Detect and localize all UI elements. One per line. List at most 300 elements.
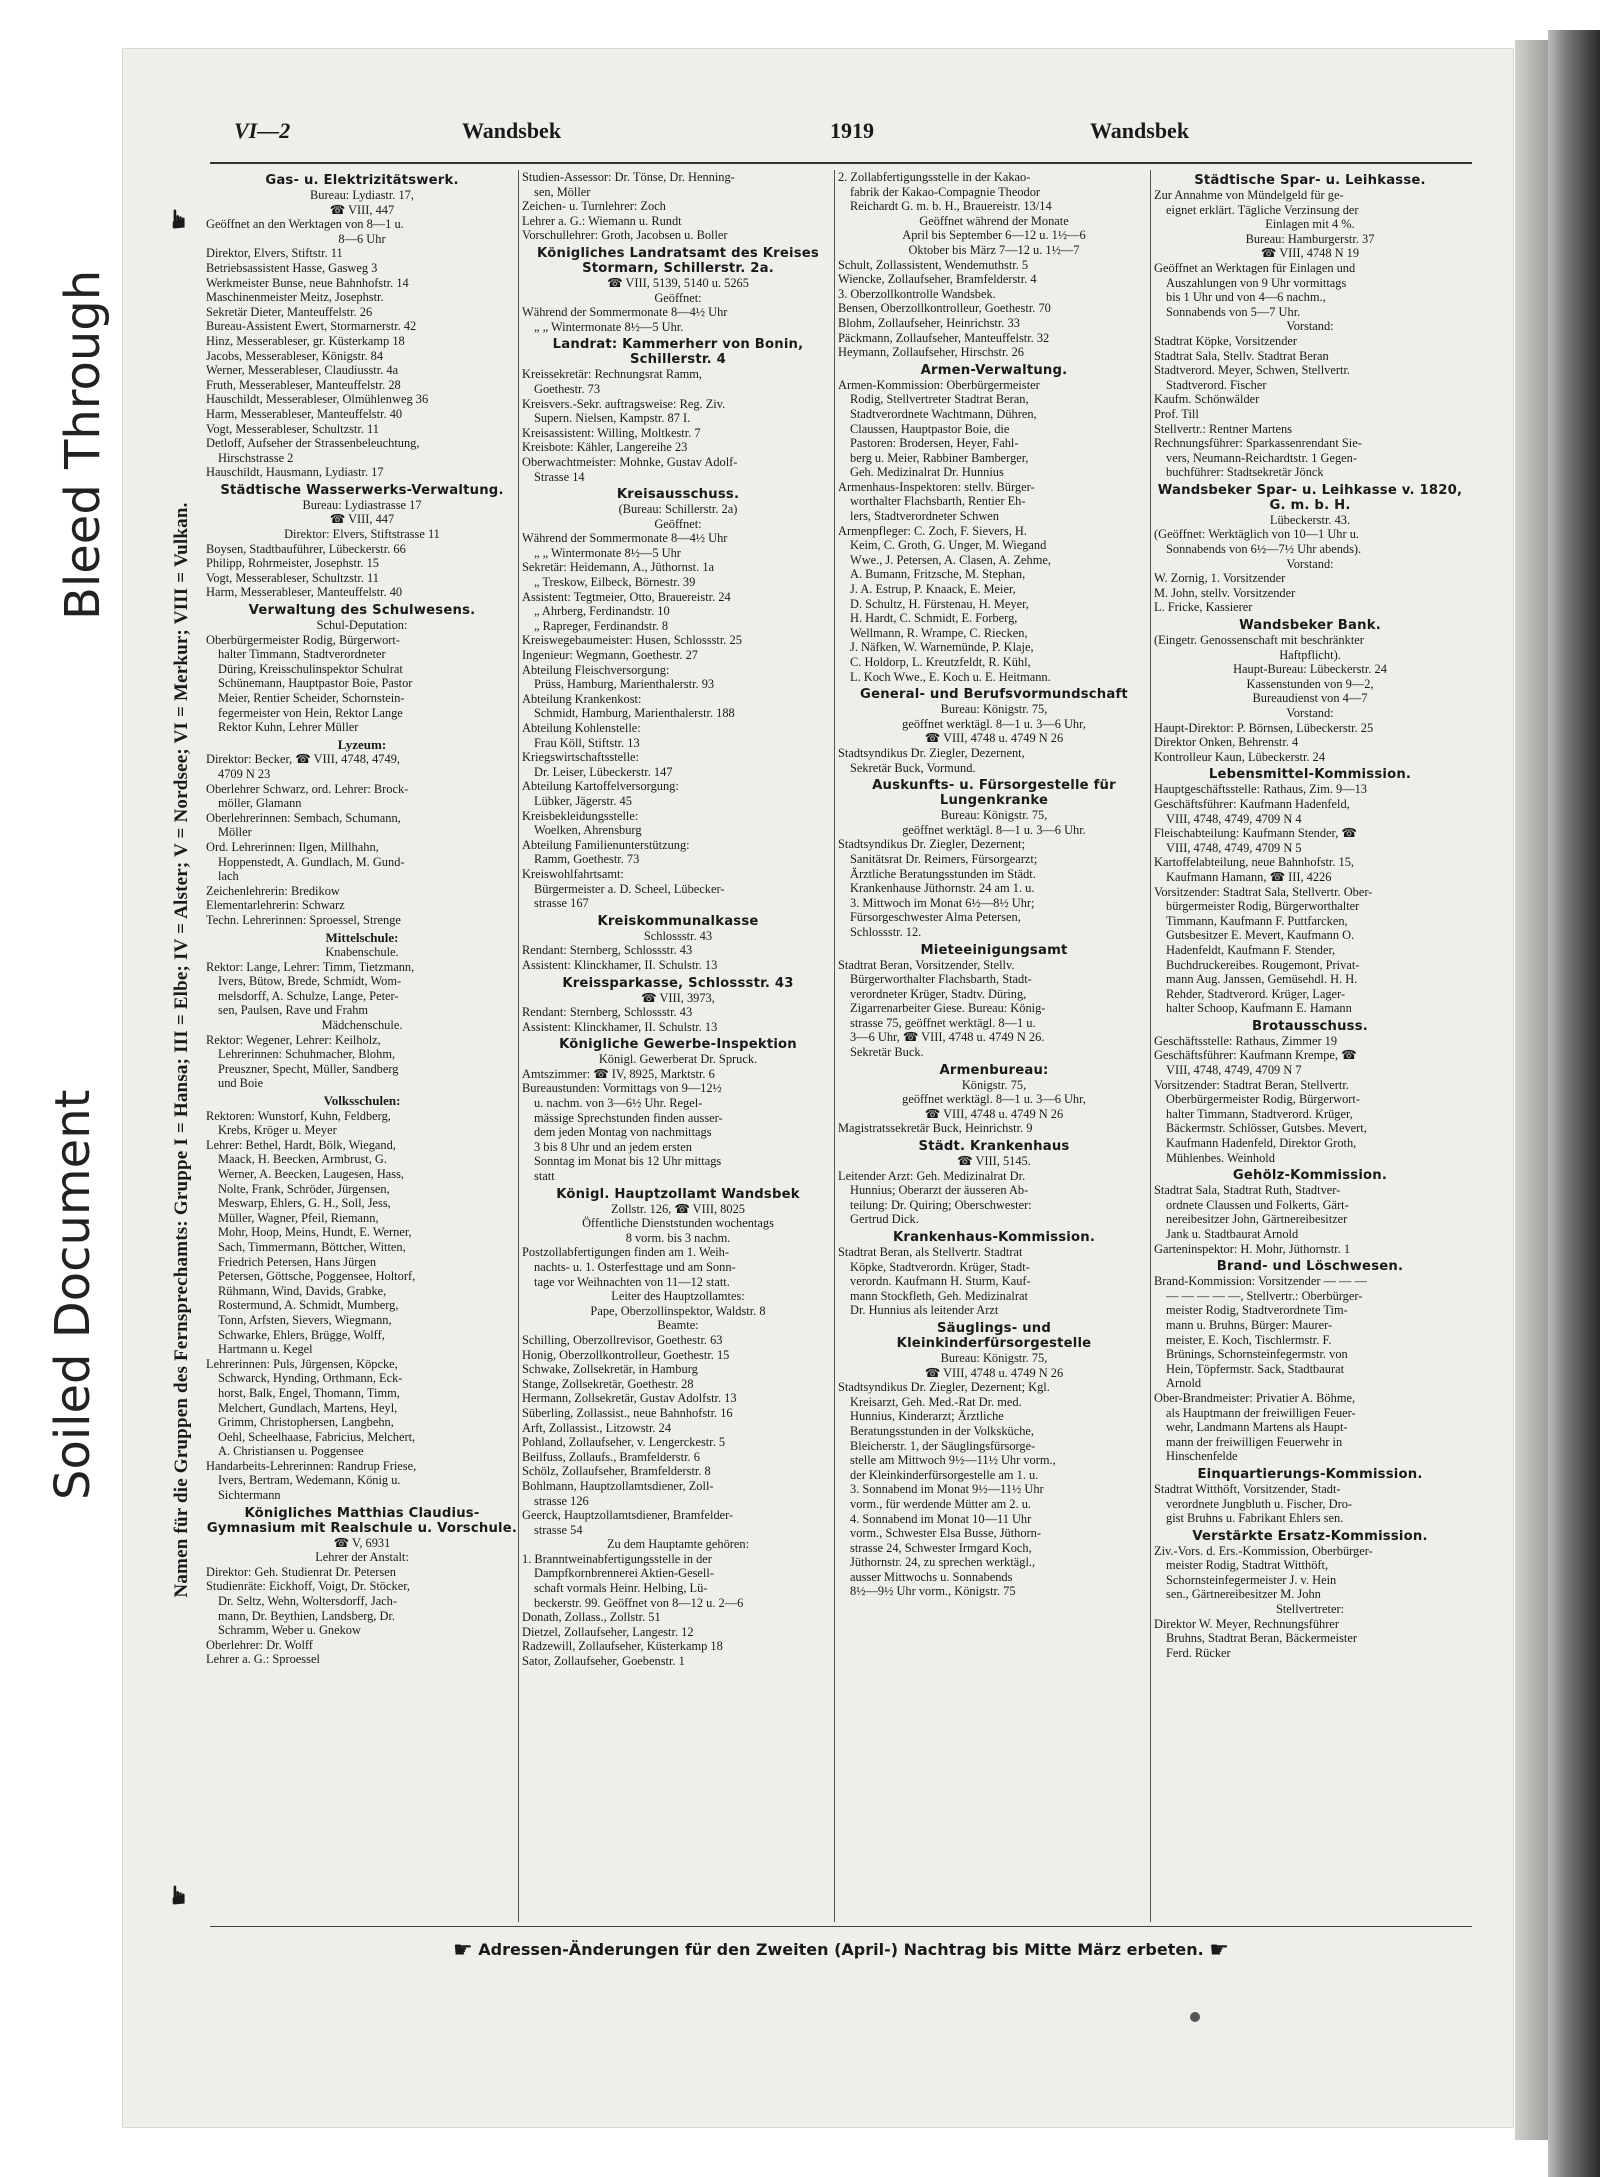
entry-line: ☎ VIII, 4748 u. 4749 N 26: [924, 1106, 1064, 1121]
section-heading: Wandsbeker Spar- u. Leihkasse v. 1820, G. m. b. H.: [1157, 482, 1463, 513]
entry-line: Bensen, Oberzollkontrolleur, Goethestr. 70: [838, 301, 1051, 316]
subsection-heading: Volksschulen:: [323, 1093, 401, 1109]
directory-section: [206, 931, 518, 1092]
entry-line: Blohm, Zollaufseher, Heinrichstr. 33: [838, 315, 1020, 330]
entry-line: Bureau-Assistent Ewert, Stormarnerstr. 42: [206, 319, 417, 334]
entry-line: lers, Stadtverordneter Schwen: [850, 509, 999, 524]
entry-line: Kreiswegebaumeister: Husen, Schlossstr. 25: [522, 633, 742, 648]
entry-line: Schölz, Zollaufseher, Bramfelderstr. 8: [522, 1464, 711, 1479]
entry-line: Maack, H. Beecken, Armbrust, G.: [218, 1152, 387, 1167]
entry-line: Brand-Kommission: Vorsitzender — — —: [1154, 1274, 1367, 1289]
entry-line: Kriegswirtschaftsstelle:: [522, 750, 639, 765]
subsection-heading: Mittelschule:: [325, 929, 399, 945]
entry-line: Bürgerworthalter Flachsbarth, Stadt-: [850, 972, 1032, 987]
entry-line: Vorstand:: [1286, 706, 1334, 720]
column-divider: [1150, 170, 1151, 1922]
entry-line: Sonntag im Monat bis 12 Uhr mittags: [534, 1154, 722, 1169]
entry-line: Direktor: Becker, ☎ VIII, 4748, 4749,: [206, 752, 400, 767]
entry-line: Ramm, Goethestr. 73: [534, 852, 640, 867]
entry-line: Sekretär: Heidemann, A., Jüthornst. 1a: [522, 560, 715, 575]
entry-line: statt: [534, 1169, 555, 1184]
entry-line: Knabenschule.: [325, 945, 399, 960]
entry-line: Oberlehrer: Dr. Wolff: [206, 1637, 313, 1652]
entry-line: Geschäftsführer: Kaufmann Hadenfeld,: [1154, 796, 1350, 811]
entry-line: (Eingetr. Genossenschaft mit beschränkter: [1154, 633, 1364, 648]
entry-line: Radzewill, Zollaufseher, Küsterkamp 18: [522, 1639, 723, 1654]
entry-line: Düring, Kreisschulinspektor Schulrat: [218, 661, 403, 676]
entry-line: Vorschullehrer: Groth, Jacobsen u. Boller: [522, 228, 728, 243]
entry-line: Garteninspektor: H. Mohr, Jüthornstr. 1: [1154, 1241, 1351, 1256]
entry-line: L. Koch Wwe., E. Koch u. E. Heitmann.: [850, 669, 1051, 684]
section-heading: Krankenhaus-Kommission.: [892, 1230, 1096, 1245]
entry-line: Einlagen mit 4 %.: [1265, 217, 1355, 232]
entry-line: Studienräte: Eickhoff, Voigt, Dr. Stöcker,: [206, 1579, 410, 1594]
entry-line: Stadtrat Sala, Stadtrat Ruth, Stadtver-: [1154, 1183, 1341, 1198]
entry-line: Haftpflicht).: [1279, 647, 1341, 662]
entry-line: Rechnungsführer: Sparkassenrendant Sie-: [1154, 436, 1362, 451]
entry-line: nachts- u. 1. Osterfesttage und am Sonn-: [534, 1260, 736, 1274]
entry-line: C. Holdorp, L. Kreutzfeldt, R. Kühl,: [850, 655, 1031, 669]
section-heading: Gehölz-Kommission.: [1232, 1168, 1388, 1184]
entry-line: Oberbürgermeister Rodig, Bürgerwort-: [1166, 1092, 1360, 1107]
entry-line: Studien-Assessor: Dr. Tönse, Dr. Henning-: [522, 170, 735, 184]
entry-line: Geerck, Hauptzollamtsdiener, Bramfelder-: [522, 1508, 734, 1523]
entry-line: Sator, Zollaufseher, Goebenstr. 1: [522, 1654, 685, 1669]
entry-line: Meswarp, Ehlers, G. H., Soll, Jess,: [218, 1196, 391, 1211]
entry-line: Ord. Lehrerinnen: Ilgen, Millhahn,: [206, 839, 379, 854]
entry-line: Pohland, Zollaufseher, v. Lengerckestr. 5: [522, 1435, 726, 1450]
entry-line: ☎ V, 6931: [333, 1535, 391, 1550]
entry-line: Geöffnet an Werktagen für Einlagen und: [1154, 260, 1356, 275]
directory-section: [522, 337, 834, 484]
entry-line: eignet erklärt. Tägliche Verzinsung der: [1166, 202, 1359, 217]
entry-line: Bureau: Lydiastr. 17,: [310, 188, 414, 202]
page-header: [210, 118, 1450, 150]
section-heading: Verwaltung des Schulwesens.: [248, 603, 476, 619]
entry-line: Kreisarzt, Geh. Med.-Rat Dr. med.: [850, 1394, 1022, 1409]
entry-line: Betriebsassistent Hasse, Gasweg 3: [206, 260, 378, 275]
entry-line: Schornsteinfegermeister J. v. Hein: [1166, 1572, 1337, 1587]
entry-line: strasse 24, Schwester Irmgard Koch,: [850, 1540, 1032, 1555]
bleed-through-stamp: Bleed Through: [55, 269, 111, 620]
entry-line: Bäckermstr. Schlösser, Gutsbes. Mevert,: [1166, 1121, 1367, 1136]
entry-line: melsdorff, A. Schulze, Lange, Peter-: [218, 988, 399, 1003]
column-1: [206, 170, 518, 1922]
section-heading: Königl. Hauptzollamt Wandsbek: [556, 1186, 800, 1202]
entry-line: „ „ Wintermonate 8½—5 Uhr.: [534, 319, 684, 334]
entry-line: dem jeden Montag von nachmittags: [534, 1125, 712, 1140]
entry-line: verordneter Krüger, Stadtv. Düring,: [850, 986, 1027, 1001]
entry-line: Honig, Oberzollkontrolleur, Goethestr. 15: [522, 1347, 730, 1362]
entry-line: Bleicherstr. 1, der Säuglingsfürsorge-: [850, 1438, 1036, 1453]
entry-line: Claussen, Hauptpastor Boie, die: [850, 421, 1010, 436]
section-heading: Brand- und Löschwesen.: [1216, 1259, 1404, 1275]
entry-line: möller, Glamann: [218, 796, 302, 811]
entry-line: Sichtermann: [218, 1488, 281, 1503]
entry-line: Timmann, Kaufmann F. Puttfarcken,: [1166, 913, 1348, 928]
entry-line: Wiencke, Zollaufseher, Bramfelderstr. 4: [838, 272, 1037, 287]
section-heading: Königliches Landratsamt des Kreises Stormarn, Schillerstr. 2a.: [537, 245, 819, 276]
entry-line: Lübker, Jägerstr. 45: [534, 793, 632, 808]
entry-line: Harm, Messerableser, Manteuffelstr. 40: [206, 585, 403, 600]
entry-line: Grimm, Christophersen, Langbehn,: [218, 1415, 394, 1430]
entry-line: Leitender Arzt: Geh. Medizinalrat Dr.: [838, 1168, 1026, 1183]
entry-line: Direktor W. Meyer, Rechnungsführer: [1154, 1616, 1339, 1631]
entry-line: Beilfuss, Zollaufs., Bramfelderstr. 6: [522, 1449, 700, 1464]
entry-line: Mühlenbes. Weinhold: [1166, 1150, 1275, 1165]
section-heading: Wandsbeker Bank.: [1239, 618, 1381, 634]
entry-line: Wellmann, R. Wrampe, C. Riecken,: [850, 625, 1028, 640]
entry-line: Dietzel, Zollaufseher, Langestr. 12: [522, 1624, 694, 1639]
entry-line: ausser Mittwochs u. Sonnabends: [850, 1569, 1013, 1584]
entry-line: (Geöffnet: Werktäglich von 10—1 Uhr u.: [1154, 527, 1360, 542]
entry-line: Frau Köll, Stiftstr. 13: [534, 735, 640, 750]
entry-line: Während der Sommermonate 8—4½ Uhr: [522, 305, 728, 320]
entry-line: Schlossstr. 43: [643, 928, 713, 943]
entry-line: mann Aug. Janssen, Gemüsehdl. H. H.: [1166, 972, 1358, 987]
footer-rule: [210, 1926, 1472, 1927]
entry-line: 3. Oberzollkontrolle Wandsbek.: [838, 286, 996, 301]
entry-line: Ober-Brandmeister: Privatier A. Böhme,: [1154, 1390, 1356, 1405]
entry-line: 2. Zollabfertigungsstelle in der Kakao-: [838, 170, 1031, 184]
entry-line: berg u. Meier, Rabbiner Bamberger,: [850, 450, 1029, 465]
entry-line: meister Rodig, Stadtrat Witthöft,: [1166, 1558, 1329, 1573]
footer-notice: Adressen-Änderungen für den Zweiten (April-) Nachtrag bis Mitte März erbeten.: [478, 1940, 1204, 1959]
entry-line: Stadtrat Sala, Stellv. Stadtrat Beran: [1154, 348, 1329, 363]
entry-line: Öffentliche Dienststunden wochentags: [582, 1216, 774, 1231]
entry-line: mann u. Bruhns, Bürger: Maurer-: [1166, 1317, 1333, 1332]
entry-line: 3—6 Uhr, ☎ VIII, 4748 u. 4749 N 26.: [850, 1030, 1045, 1045]
entry-line: Rostermund, A. Schmidt, Mumberg,: [218, 1298, 399, 1313]
entry-line: Stellvertreter:: [1275, 1602, 1345, 1617]
directory-section: [838, 1063, 1150, 1136]
directory-section: [206, 1094, 518, 1503]
entry-line: D. Schultz, H. Fürstenau, H. Meyer,: [850, 596, 1029, 611]
entry-line: Rektor: Wegener, Lehrer: Keilholz,: [206, 1032, 381, 1047]
entry-line: Fruth, Messerableser, Manteuffelstr. 28: [206, 377, 401, 392]
entry-line: Schwarck, Hynding, Orthmann, Eck-: [218, 1371, 403, 1386]
entry-line: Rektoren: Wunstorf, Kuhn, Feldberg,: [206, 1108, 391, 1123]
entry-line: Abteilung Familienunterstützung:: [522, 837, 690, 852]
telephone-group-legend: [158, 190, 208, 1910]
entry-line: „ Treskow, Eilbeck, Börnestr. 39: [534, 575, 696, 590]
entry-line: „ Ahrberg, Ferdinandstr. 10: [534, 604, 670, 619]
entry-line: L. Fricke, Kassierer: [1154, 600, 1253, 615]
entry-line: Fürsorgeschwester Alma Petersen,: [850, 910, 1021, 925]
entry-line: Stadtrat Beran, als Stellvertr. Stadtrat: [838, 1245, 1023, 1259]
entry-line: Lehrer a. G.: Sproessel: [206, 1652, 320, 1667]
pointing-hand-icon: ☛: [164, 207, 195, 231]
entry-line: Direktor: Elvers, Stiftstrasse 11: [284, 527, 440, 542]
entry-line: Ziv.-Vors. d. Ers.-Kommission, Oberbürger-: [1154, 1543, 1373, 1558]
directory-section: [838, 943, 1150, 1060]
entry-line: Vorsitzender: Stadtrat Beran, Stellvertr.: [1154, 1077, 1349, 1092]
entry-line: Rektor: Lange, Lehrer: Timm, Tietzmann,: [206, 959, 415, 974]
entry-line: Elementarlehrerin: Schwarz: [206, 898, 345, 913]
entry-line: Ingenieur: Wegmann, Goethestr. 27: [522, 648, 698, 663]
entry-line: bürgermeister Rodig, Bürgerworthalter: [1166, 899, 1360, 914]
entry-line: buchführer: Stadtsekretär Jönck: [1166, 465, 1324, 480]
entry-line: Tonn, Arfsten, Sievers, Wiegmann,: [218, 1312, 392, 1327]
entry-line: Lübeckerstr. 43.: [1269, 512, 1351, 527]
entry-line: Donath, Zollass., Zollstr. 51: [522, 1610, 661, 1625]
entry-line: Bohlmann, Hauptzollamtsdiener, Zoll-: [522, 1478, 714, 1493]
entry-line: stelle am Mittwoch 9½—11½ Uhr vorm.,: [850, 1453, 1056, 1468]
entry-line: meister, E. Koch, Tischlermstr. F.: [1166, 1332, 1332, 1347]
entry-line: J. A. Estrup, P. Knaack, E. Meier,: [850, 582, 1016, 597]
entry-line: strasse 167: [534, 896, 589, 911]
entry-line: Hunnius; Oberarzt der äusseren Ab-: [850, 1183, 1029, 1198]
entry-line: Brünings, Schornsteinfegermstr. von: [1166, 1347, 1348, 1362]
directory-section: [522, 170, 834, 243]
entry-line: Geschäftsstelle: Rathaus, Zimmer 19: [1154, 1033, 1338, 1048]
entry-line: Kaufm. Schönwälder: [1154, 392, 1260, 407]
entry-line: mann, Dr. Beythien, Landsberg, Dr.: [218, 1608, 395, 1623]
entry-line: beckerstr. 99. Geöffnet von 8—12 u. 2—6: [534, 1595, 744, 1610]
section-heading: Städt. Krankenhaus: [918, 1139, 1070, 1155]
entry-line: Direktor Onken, Behrenstr. 4: [1154, 735, 1299, 750]
entry-line: gist Bruhns u. Fabrikant Ehlers sen.: [1166, 1511, 1344, 1526]
directory-section: [838, 363, 1150, 684]
entry-line: Bureau: Königstr. 75,: [940, 808, 1048, 823]
entry-line: Geöffnet während der Monate: [919, 213, 1069, 228]
entry-line: 3. Mittwoch im Monat 6½—8½ Uhr;: [850, 895, 1035, 910]
directory-section: [1154, 1467, 1466, 1526]
entry-line: Magistratssekretär Buck, Heinrichstr. 9: [838, 1121, 1033, 1136]
entry-line: teilung: Dr. Quiring; Oberschwester:: [850, 1197, 1032, 1212]
entry-line: ☎ VIII, 447: [329, 512, 395, 527]
column-4: [1154, 170, 1466, 1922]
column-2: [522, 170, 834, 1922]
entry-line: Oberlehrer Schwarz, ord. Lehrer: Brock-: [206, 781, 409, 796]
directory-section: [1154, 618, 1466, 764]
entry-line: Haupt-Bureau: Lübeckerstr. 24: [1233, 662, 1387, 677]
entry-line: Pastoren: Brodersen, Heyer, Fahl-: [850, 436, 1019, 451]
entry-line: Gutsbesitzer E. Mevert, Kaufmann O.: [1166, 928, 1355, 943]
entry-line: Möller: [218, 825, 252, 840]
entry-line: VIII, 4748, 4749, 4709 N 4: [1166, 811, 1302, 826]
entry-line: Oberbürgermeister Rodig, Bürgerwort-: [206, 632, 400, 647]
entry-line: Bureaudienst von 4—7: [1252, 691, 1368, 706]
entry-line: fegermeister von Hein, Rektor Lange: [218, 705, 403, 720]
entry-line: vorm., Schwester Elsa Busse, Jüthorn-: [850, 1526, 1041, 1541]
entry-line: Stadtrat Beran, Vorsitzender, Stellv.: [838, 957, 1015, 972]
directory-section: [838, 170, 1150, 360]
entry-line: ☎ VIII, 5145.: [957, 1154, 1031, 1169]
entry-line: Vogt, Messerableser, Schultzstr. 11: [206, 570, 379, 585]
entry-line: ☎ VIII, 4748 u. 4749 N 26: [924, 731, 1064, 746]
entry-line: vorm., für werdende Mütter am 2. u.: [850, 1496, 1031, 1511]
entry-line: horst, Balk, Engel, Thomann, Timm,: [218, 1385, 400, 1400]
entry-line: Keim, C. Groth, G. Unger, M. Wiegand: [850, 538, 1047, 553]
entry-line: halter Timmann, Stadtverordneter: [218, 647, 386, 662]
entry-line: halter Schoop, Kaufmann E. Hamann: [1166, 1001, 1352, 1016]
entry-line: mann der freiwilligen Feuerwehr in: [1166, 1434, 1343, 1449]
entry-line: 4709 N 23: [218, 766, 271, 781]
entry-line: Oberwachtmeister: Mohnke, Gustav Adolf-: [522, 454, 738, 469]
entry-line: mann Stockfleth, Geh. Medizinalrat: [850, 1288, 1028, 1303]
entry-line: 8½—9½ Uhr vorm., Königstr. 75: [850, 1584, 1016, 1599]
directory-section: [522, 1187, 834, 1669]
entry-line: Vorstand:: [1286, 319, 1334, 334]
entry-line: Friedrich Petersen, Hans Jürgen: [218, 1254, 377, 1269]
entry-line: Rühmann, Wind, Davids, Grabke,: [218, 1283, 387, 1298]
entry-line: wehr, Landmann Martens als Haupt-: [1166, 1420, 1348, 1435]
directory-section: [838, 778, 1150, 939]
entry-line: 1. Branntweinabfertigungsstelle in der: [522, 1551, 712, 1566]
entry-line: Pape, Oberzollinspektor, Waldstr. 8: [590, 1303, 766, 1318]
entry-line: strasse 75, geöffnet werktägl. 8—1 u.: [850, 1015, 1036, 1030]
entry-line: Kaufmann Hamann, ☎ III, 4226: [1166, 869, 1332, 884]
entry-line: Stadtsyndikus Dr. Ziegler, Dezernent;: [838, 837, 1026, 852]
entry-line: Während der Sommermonate 8—4½ Uhr: [522, 531, 728, 546]
entry-line: „ „ Wintermonate 8½—5 Uhr: [534, 545, 681, 560]
entry-line: Ivers, Bertram, Wedemann, König u.: [218, 1473, 401, 1488]
entry-line: Armenhaus-Inspektoren: stellv. Bürger-: [838, 479, 1035, 494]
entry-line: verordnete Jungbluth u. Fischer, Dro-: [1166, 1496, 1353, 1511]
entry-line: 3 bis 8 Uhr und an jedem ersten: [534, 1139, 692, 1154]
entry-line: Melchert, Gundlach, Martens, Heyl,: [218, 1400, 398, 1415]
directory-section: [1154, 173, 1466, 480]
entry-line: H. Hardt, C. Schmidt, E. Forberg,: [850, 611, 1018, 626]
section-heading: Lebensmittel-Kommission.: [1208, 767, 1412, 783]
entry-line: Supern. Nielsen, Kampstr. 87 I.: [534, 411, 691, 426]
directory-section: [206, 738, 518, 928]
header-city-right: Wandsbek: [1090, 118, 1190, 143]
entry-line: Hauschildt, Messerableser, Olmühlenweg 36: [206, 392, 429, 407]
entry-line: lach: [218, 869, 239, 884]
entry-line: Rektor Kuhn, Lehrer Müller: [218, 720, 359, 735]
entry-line: Stadtrat Köpke, Vorsitzender: [1154, 333, 1298, 348]
entry-line: Assistent: Klinckhamer, II. Schulstr. 13: [522, 957, 718, 972]
entry-line: geöffnet werktägl. 8—1 u. 3—6 Uhr.: [902, 822, 1086, 837]
directory-section: [1154, 1019, 1466, 1165]
entry-line: Bruhns, Stadtrat Beran, Bäckermeister: [1166, 1631, 1357, 1646]
entry-line: Techn. Lehrerinnen: Sproessel, Strenge: [206, 912, 401, 927]
entry-line: Bureau: Lydiastrasse 17: [302, 497, 422, 512]
entry-line: Postzollabfertigungen finden am 1. Weih-: [522, 1245, 729, 1260]
entry-line: VIII, 4748, 4749, 4709 N 7: [1166, 1063, 1302, 1078]
entry-line: Prof. Till: [1154, 406, 1199, 421]
directory-section: [522, 487, 834, 911]
directory-section: [522, 1037, 834, 1183]
entry-line: Kreisassistent: Willing, Moltkestr. 7: [522, 425, 701, 440]
entry-line: Beratungsstunden in der Volksküche,: [850, 1423, 1035, 1438]
entry-line: Maschinenmeister Meitz, Josephstr.: [206, 290, 384, 305]
pointing-hand-icon: ☛: [452, 1938, 473, 1963]
directory-section: [838, 1321, 1150, 1599]
entry-line: Boysen, Stadtbauführer, Lübeckerstr. 66: [206, 541, 406, 556]
entry-line: (Bureau: Schillerstr. 2a): [618, 502, 738, 517]
entry-line: Handarbeits-Lehrerinnen: Randrup Friese,: [206, 1458, 417, 1473]
entry-line: meister Rodig, Stadtverordnete Tim-: [1166, 1303, 1348, 1318]
entry-line: Schult, Zollassistent, Wendemuthstr. 5: [838, 257, 1029, 272]
entry-line: Schmidt, Hamburg, Marienthalerstr. 188: [534, 706, 735, 721]
directory-section: [1154, 1259, 1466, 1464]
directory-section: [206, 483, 518, 600]
entry-line: Nolte, Frank, Schröder, Jürgensen,: [218, 1181, 390, 1196]
entry-line: Kassenstunden von 9—2,: [1246, 676, 1374, 691]
entry-line: Stadtverord. Fischer: [1166, 377, 1267, 392]
entry-line: sen, Paulsen, Rave und Frahm: [218, 1003, 369, 1018]
entry-line: Kreisvers.-Sekr. auftragsweise: Reg. Ziv.: [522, 396, 726, 411]
entry-line: Goethestr. 73: [534, 381, 601, 396]
section-heading: Verstärkte Ersatz-Kommission.: [1192, 1528, 1428, 1544]
entry-line: Sanitätsrat Dr. Reimers, Fürsorgearzt;: [850, 851, 1038, 866]
soiled-document-stamp: Soiled Document: [45, 1089, 101, 1500]
directory-section: [838, 1230, 1150, 1318]
entry-line: Jüthornstr. 24, zu sprechen werktägl.,: [850, 1555, 1036, 1570]
entry-line: Geschäftsführer: Kaufmann Krempe, ☎: [1154, 1048, 1357, 1063]
header-rule: [210, 162, 1472, 164]
entry-line: Kartoffelabteilung, neue Bahnhofstr. 15,: [1154, 855, 1355, 870]
entry-line: geöffnet werktägl. 8—1 u. 3—6 Uhr,: [902, 1092, 1086, 1107]
entry-line: Prüss, Hamburg, Marienthalerstr. 93: [534, 677, 715, 692]
entry-line: Geöffnet:: [654, 516, 702, 531]
entry-line: Werkmeister Bunse, neue Bahnhofstr. 14: [206, 275, 409, 290]
entry-line: Oktober bis März 7—12 u. 1½—7: [908, 242, 1080, 257]
entry-line: Arnold: [1166, 1376, 1202, 1391]
entry-line: Krebs, Kröger u. Meyer: [218, 1123, 337, 1138]
section-heading: Einquartierungs-Kommission.: [1197, 1466, 1423, 1482]
entry-line: ☎ VIII, 4748 u. 4749 N 26: [924, 1365, 1064, 1380]
entry-line: Lehrer der Anstalt:: [315, 1550, 409, 1565]
directory-section: [206, 1506, 518, 1667]
directory-section: [1154, 1529, 1466, 1661]
entry-line: Jacobs, Messerableser, Königstr. 84: [206, 348, 384, 363]
column-divider: [834, 170, 835, 1922]
entry-line: Rehder, Stadtverord. Krüger, Lager-: [1166, 986, 1346, 1001]
entry-line: Armenpfleger: C. Zoch, F. Sievers, H.: [838, 523, 1027, 538]
entry-line: bis 1 Uhr und von 4—6 nachm.,: [1166, 290, 1326, 305]
entry-line: als Hauptmann der freiwilligen Feuer-: [1166, 1405, 1356, 1420]
entry-line: ☎ VIII, 447: [329, 202, 395, 217]
entry-line: Reichardt G. m. b. H., Brauereistr. 13/14: [850, 199, 1052, 214]
entry-line: Königl. Gewerberat Dr. Spruck.: [598, 1052, 758, 1067]
entry-line: Zeichen- u. Turnlehrer: Zoch: [522, 199, 666, 214]
entry-line: 3. Sonnabend im Monat 9½—11½ Uhr: [850, 1482, 1044, 1497]
entry-line: Vorstand:: [1286, 556, 1334, 571]
section-heading: Säuglings- und Kleinkinderfürsorgestelle: [896, 1320, 1092, 1351]
entry-line: Arft, Zollassist., Litzowstr. 24: [522, 1420, 672, 1435]
entry-line: Vogt, Messerableser, Schultzstr. 11: [206, 421, 379, 436]
entry-line: nereibesitzer John, Gärtnereibesitzer: [1166, 1212, 1348, 1227]
section-heading: Landrat: Kammerherr von Bonin, Schillerstr. 4: [552, 337, 804, 368]
entry-line: und Boie: [218, 1076, 264, 1091]
directory-section: [522, 246, 834, 334]
entry-line: A. Bumann, Fritzsche, M. Stephan,: [850, 567, 1026, 582]
entry-line: worthalter Flachsbarth, Rentier Eh-: [850, 494, 1026, 509]
entry-line: Geh. Medizinalrat Dr. Hunnius: [850, 465, 1004, 480]
entry-line: Direktor: Geh. Studienrat Dr. Petersen: [206, 1564, 396, 1579]
page-mark: [1190, 2012, 1200, 2022]
entry-line: Ärztliche Beratungsstunden im Städt.: [850, 866, 1036, 881]
entry-line: Preuszner, Specht, Müller, Sandberg: [218, 1061, 399, 1076]
entry-line: W. Zornig, 1. Vorsitzender: [1154, 571, 1286, 586]
entry-line: Zur Annahme von Mündelgeld für ge-: [1154, 188, 1344, 202]
entry-line: Vorsitzender: Stadtrat Sala, Stellvertr. Ober-: [1154, 884, 1373, 899]
entry-line: Hunnius, Kinderarzt; Ärztliche: [850, 1409, 1004, 1424]
entry-line: Leiter des Hauptzollamtes:: [611, 1289, 745, 1304]
entry-line: Petersen, Göttsche, Poggensee, Holtorf,: [218, 1269, 416, 1284]
directory-section: [1154, 1168, 1466, 1256]
entry-line: Hauptgeschäftsstelle: Rathaus, Zim. 9—13: [1154, 782, 1368, 797]
entry-line: geöffnet werktägl. 8—1 u. 3—6 Uhr,: [902, 716, 1086, 731]
entry-line: Bureau: Königstr. 75,: [940, 702, 1048, 717]
entry-line: Buchdruckereibes. Rougemont, Privat-: [1166, 957, 1360, 972]
directory-section: [838, 687, 1150, 775]
entry-line: Bureaustunden: Vormittags von 9—12½: [522, 1081, 722, 1096]
